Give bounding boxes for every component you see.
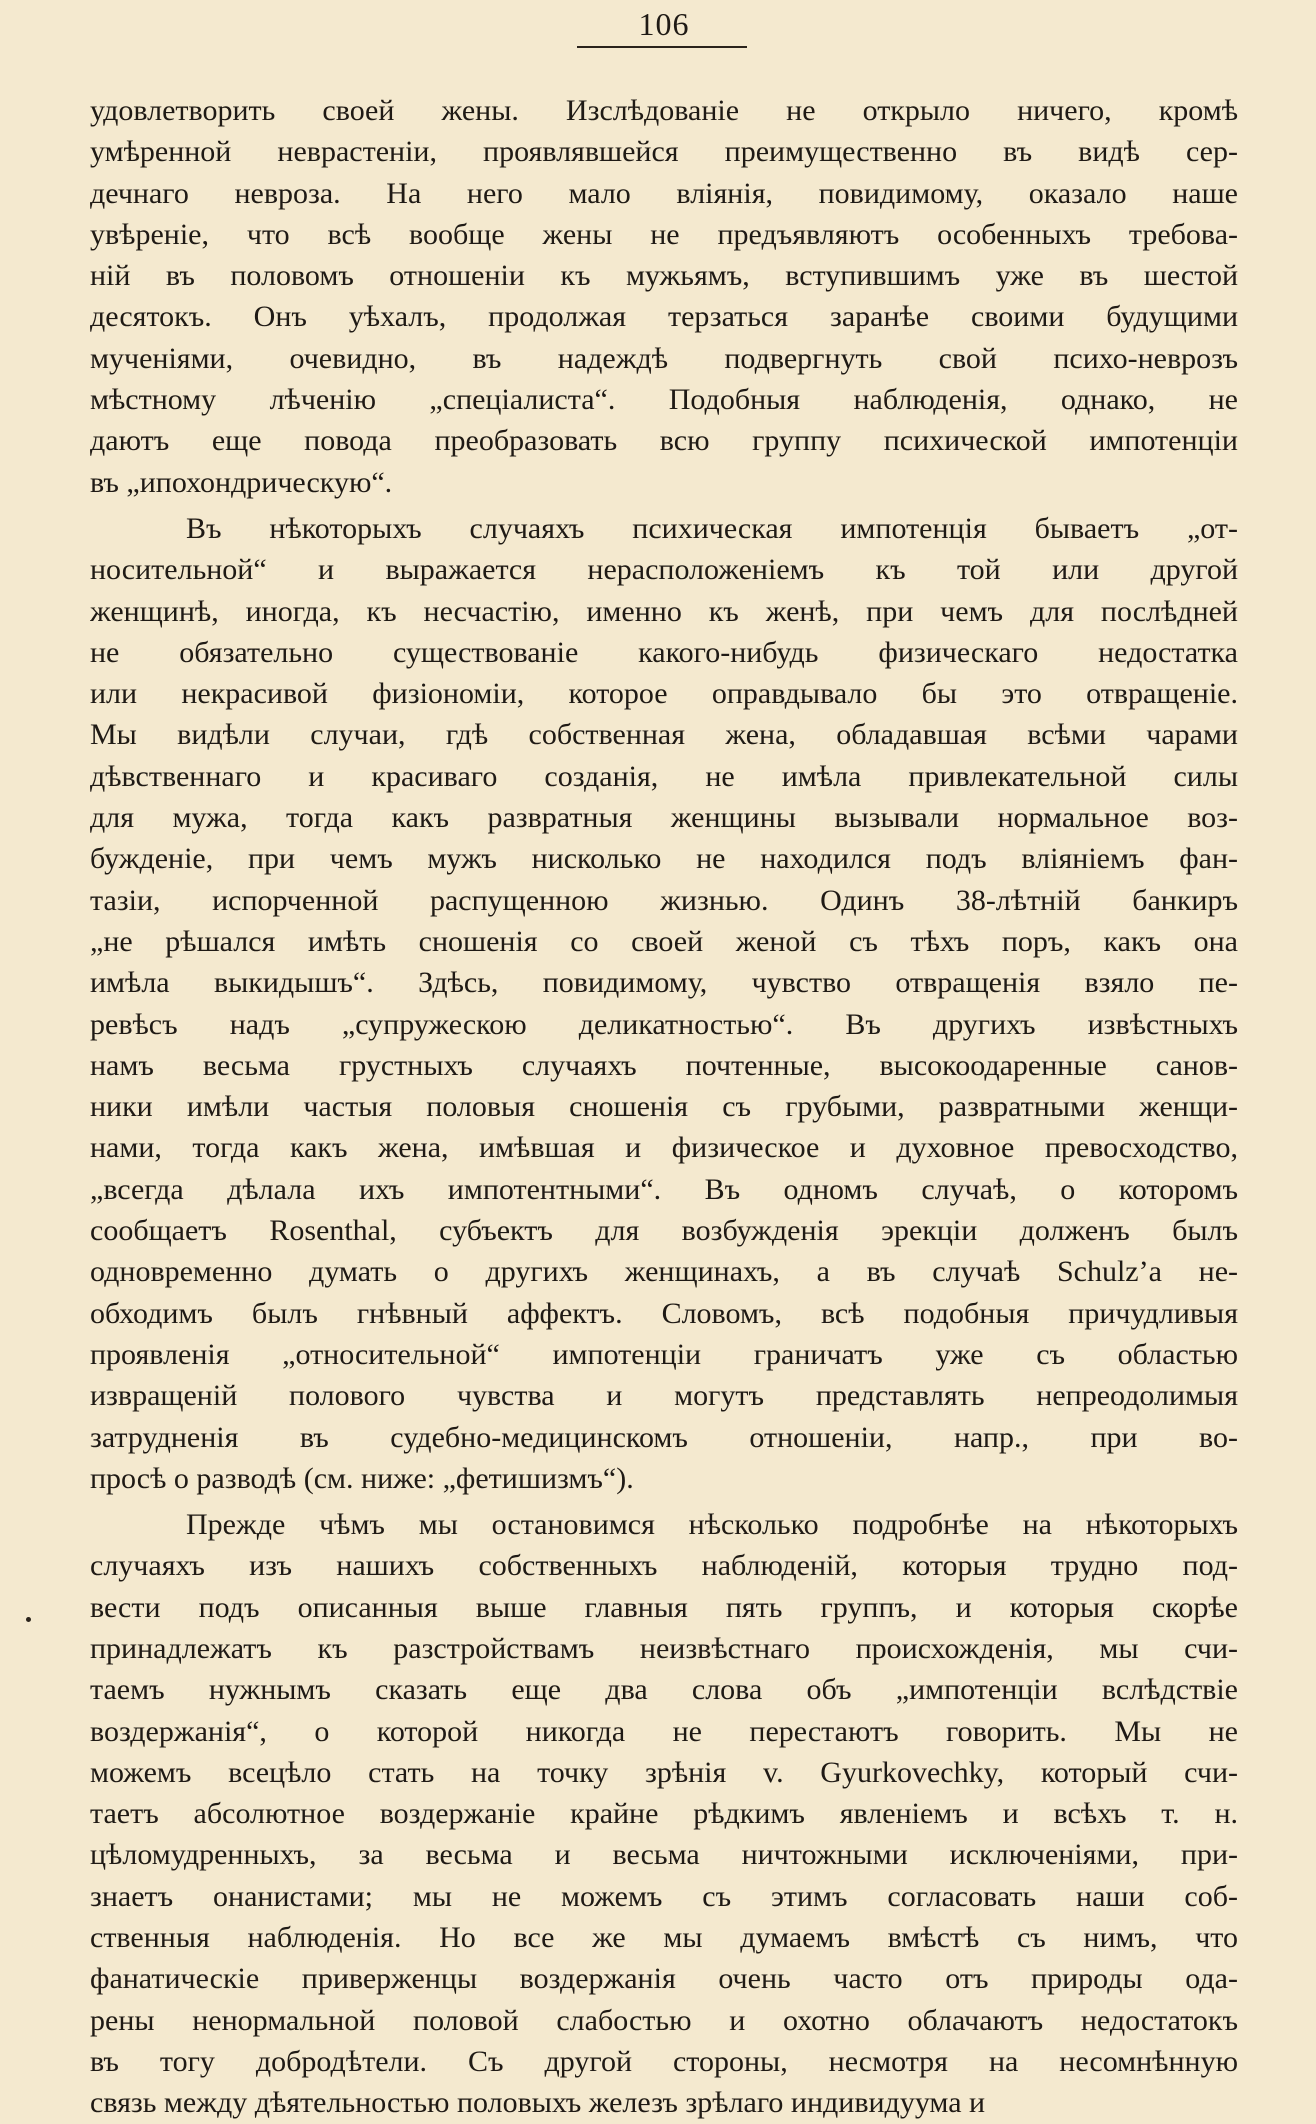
text-line: увѣреніе, что всѣ вообще жены не предъявляютъ особенныхъ требова- [90,217,1238,251]
text-line: тазіи, испорченной распущенною жизнью. Одинъ 38-лѣтній банкиръ [90,883,1238,917]
text-line: или некрасивой физіономіи, которое оправдывало бы это отвращеніе. [90,677,1238,711]
text-line: намъ весьма грустныхъ случаяхъ почтенные, высокоодаренные санов- [90,1048,1238,1082]
text-line: удовлетворить своей жены. Изслѣдованіе не открыло ничего, кромѣ [90,94,1238,127]
paragraph [90,508,1238,1499]
text-line: просѣ о разводѣ (см. ниже: „фетишизмъ“). [90,1461,634,1495]
paragraph [90,90,1238,503]
text-line: даютъ еще повода преобразовать всю группу психической импотенціи [90,424,1238,458]
text-line: не обязательно существованіе какого-нибудь физическаго недостатка [90,635,1238,669]
text-line: мѣстному лѣченію „спеціалиста“. Подобныя наблюденія, однако, не [90,383,1238,417]
text-line: сообщаетъ Rosenthal, субъектъ для возбужденія эрекціи долженъ былъ [90,1214,1238,1248]
text-line: обходимъ былъ гнѣвный аффектъ. Словомъ, всѣ подобныя причудливыя [90,1296,1238,1330]
text-line: десятокъ. Онъ уѣхалъ, продолжая терзаться заранѣе своими будущими [90,300,1238,334]
text-line: ній въ половомъ отношеніи къ мужьямъ, вступившимъ уже въ шестой [90,259,1238,293]
header-rule [577,46,747,48]
text-line: принадлежатъ къ разстройствамъ неизвѣстнаго происхожденія, мы счи- [90,1631,1238,1665]
text-line: вести подъ описанныя выше главныя пять группъ, и которыя скорѣе [90,1590,1238,1624]
text-line: дечнаго невроза. На него мало вліянія, повидимому, оказало наше [90,176,1238,210]
text-line: ники имѣли частыя половыя сношенія съ грубыми, развратными женщи- [90,1090,1238,1124]
text-line: фанатическіе приверженцы воздержанія очень часто отъ природы ода- [90,1962,1238,1996]
paragraph [90,1504,1238,2123]
text-line: ревѣсъ надъ „супружескою деликатностью“. Въ другихъ извѣстныхъ [90,1007,1238,1041]
text-line: проявленія „относительной“ импотенціи граничатъ уже съ областью [90,1337,1238,1371]
text-line: извращеній полового чувства и могутъ представлять непреодолимыя [90,1379,1238,1413]
text-line: носительной“ и выражается нерасположеніемъ къ той или другой [90,553,1238,587]
text-line: „всегда дѣлала ихъ импотентными“. Въ одномъ случаѣ, о которомъ [90,1172,1238,1206]
text-line: затрудненія въ судебно-медицинскомъ отношеніи, напр., при во- [90,1420,1238,1454]
text-line: женщинѣ, иногда, къ несчастію, именно къ женѣ, при чемъ для послѣдней [90,594,1238,628]
text-line: таетъ абсолютное воздержаніе крайне рѣдкимъ явленіемъ и всѣхъ т. н. [90,1797,1238,1831]
body-text [90,90,1238,2124]
text-line: бужденіе, при чемъ мужъ нисколько не находился подъ вліяніемъ фан- [90,842,1238,876]
text-line: воздержанія“, о которой никогда не перестаютъ говорить. Мы не [90,1714,1238,1748]
page-number: 106 [638,6,690,42]
text-line: случаяхъ изъ нашихъ собственныхъ наблюденій, которыя трудно под- [90,1549,1238,1583]
text-line: въ тогу добродѣтели. Съ другой стороны, несмотря на несомнѣнную [90,2044,1238,2078]
text-line: ственныя наблюденія. Но все же мы думаемъ вмѣстѣ съ нимъ, что [90,1921,1238,1955]
text-line: таемъ нужнымъ сказать еще два слова объ „импотенціи вслѣдствіе [90,1673,1238,1707]
text-line: „не рѣшался имѣть сношенія со своей женой съ тѣхъ поръ, какъ она [90,924,1238,958]
text-line: умѣренной неврастеніи, проявлявшейся преимущественно въ видѣ сер- [90,135,1238,169]
text-line: нами, тогда какъ жена, имѣвшая и физическое и духовное превосходство, [90,1131,1238,1165]
text-line: Въ нѣкоторыхъ случаяхъ психическая импотенція бываетъ „от- [186,511,1238,545]
text-line: дѣвственнаго и красиваго созданія, не имѣла привлекательной силы [90,759,1238,793]
text-line: связь между дѣятельностью половыхъ железъ зрѣлаго индивидуума и [90,2086,986,2120]
text-line: знаетъ онанистами; мы не можемъ съ этимъ согласовать наши соб- [90,1879,1238,1913]
text-line: Мы видѣли случаи, гдѣ собственная жена, обладавшая всѣми чарами [90,718,1238,752]
text-line: рены ненормальной половой слабостью и охотно облачаютъ недостатокъ [90,2003,1238,2037]
text-line: мученіями, очевидно, въ надеждѣ подвергнуть свой психо-неврозъ [90,341,1238,375]
margin-mark [26,1617,31,1622]
text-line: цѣломудренныхъ, за весьма и весьма ничтожными исключеніями, при- [90,1838,1238,1872]
text-line: въ „ипохондрическую“. [90,465,393,499]
book-page [90,0,1238,2120]
text-line: для мужа, тогда какъ развратныя женщины вызывали нормальное воз- [90,801,1238,835]
text-line: Прежде чѣмъ мы остановимся нѣсколько подробнѣе на нѣкоторыхъ [186,1508,1238,1542]
text-line: одновременно думать о другихъ женщинахъ, а въ случаѣ Schulz’а не- [90,1255,1238,1289]
text-line: можемъ всецѣло стать на точку зрѣнія v. Gyurkovechky, который счи- [90,1755,1238,1789]
text-line: имѣла выкидышъ“. Здѣсь, повидимому, чувство отвращенія взяло пе- [90,966,1238,1000]
